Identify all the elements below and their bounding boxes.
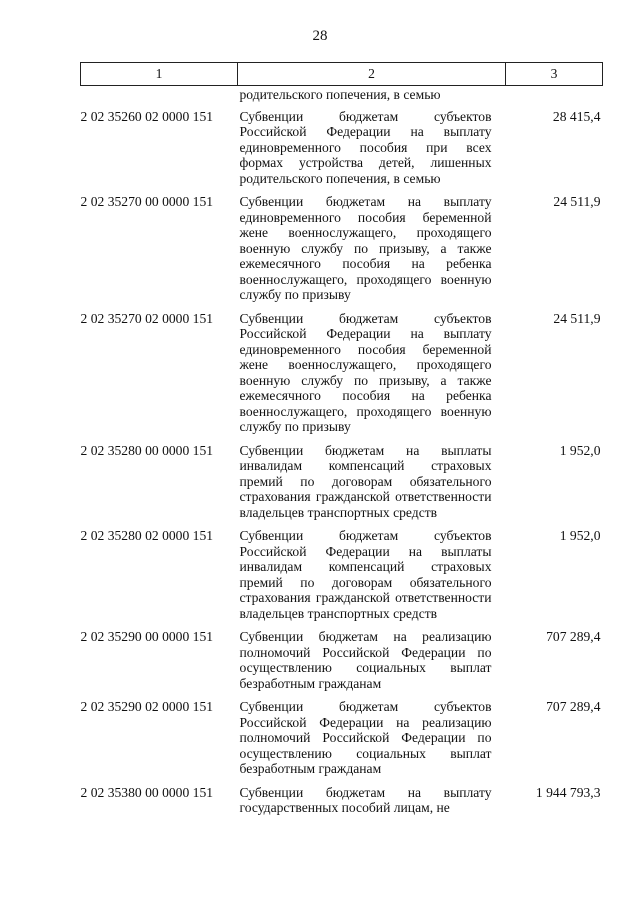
row-code: 2 02 35280 02 0000 151 (80, 528, 214, 543)
row-code: 2 02 35260 02 0000 151 (80, 108, 214, 124)
row-amount: 24 511,9 (553, 310, 601, 326)
row-amount: 707 289,4 (546, 699, 601, 714)
row-code: 2 02 35270 02 0000 151 (80, 310, 214, 326)
row-name: Субвенции бюджетам субъектов Российской Федерации на выплату единовременного пособия беременной жене военнослужащего, проходящего военную службу по призыву, а также ежемесячного пособия на ребенка военнослужащего, проходящего военную службу по призыву (239, 310, 492, 434)
row-amount: 1 944 793,3 (535, 784, 601, 800)
row-name: Субвенции бюджетам на выплату единовременного пособия беременной жене военнослужащего, проходящего военную службу по призыву, а также ежемесячного пособия на ребенка военнослужащего, проходящего военную службу по призыву (239, 194, 492, 302)
page-number: 28 (312, 28, 328, 44)
table-row (81, 86, 603, 109)
row-code: 2 02 35280 00 0000 151 (80, 442, 214, 458)
row-name: Субвенции бюджетам субъектов Российской Федерации на реализацию полномочий Российской Федерации по осуществлению социальных выплат безработным гражданам (239, 699, 492, 776)
row-name: Субвенции бюджетам на выплату государственных пособий лицам, не (239, 784, 492, 815)
row-code: 2 02 35290 00 0000 151 (80, 629, 214, 644)
table-row (81, 528, 603, 629)
budget-revenue-table (80, 62, 603, 824)
table-row (81, 629, 603, 699)
row-amount (506, 86, 603, 109)
table-row (81, 785, 603, 824)
table-header (81, 63, 603, 86)
header-column-3: 3 (506, 63, 603, 86)
row-amount: 1 952,0 (559, 442, 601, 458)
row-code: 2 02 35270 00 0000 151 (80, 194, 214, 209)
row-code (81, 86, 238, 109)
table-row (81, 109, 603, 195)
header-column-1: 1 (81, 63, 238, 86)
table-row (81, 699, 603, 785)
row-name: Субвенции бюджетам на реализацию полномочий Российской Федерации по осуществлению социальных выплат безработным гражданам (239, 629, 492, 691)
row-code: 2 02 35380 00 0000 151 (80, 784, 214, 800)
table-row (81, 311, 603, 443)
row-code: 2 02 35290 02 0000 151 (80, 699, 214, 714)
row-name: Субвенции бюджетам субъектов Российской Федерации на выплату единовременного пособия при всех формах устройства детей, лишенных родительского попечения, в семью (239, 108, 492, 186)
row-name: Субвенции бюджетам субъектов Российской Федерации на выплаты инвалидам компенсаций страховых премий по договорам обязательного страхования гражданской ответственности владельцев транспортных средств (239, 528, 492, 621)
row-amount: 28 415,4 (552, 108, 601, 124)
row-name: родительского попечения, в семью (239, 87, 441, 102)
table-body (81, 86, 603, 824)
table-header-row (81, 63, 603, 86)
row-amount: 707 289,4 (546, 629, 601, 644)
row-name: Субвенции бюджетам на выплаты инвалидам компенсаций страховых премий по договорам обязательного страхования гражданской ответственности владельцев транспортных средств (239, 442, 492, 520)
table-row (81, 194, 603, 311)
row-amount: 24 511,9 (553, 194, 601, 209)
table-row (81, 443, 603, 529)
header-column-2: 2 (238, 63, 506, 86)
row-amount: 1 952,0 (559, 528, 601, 543)
